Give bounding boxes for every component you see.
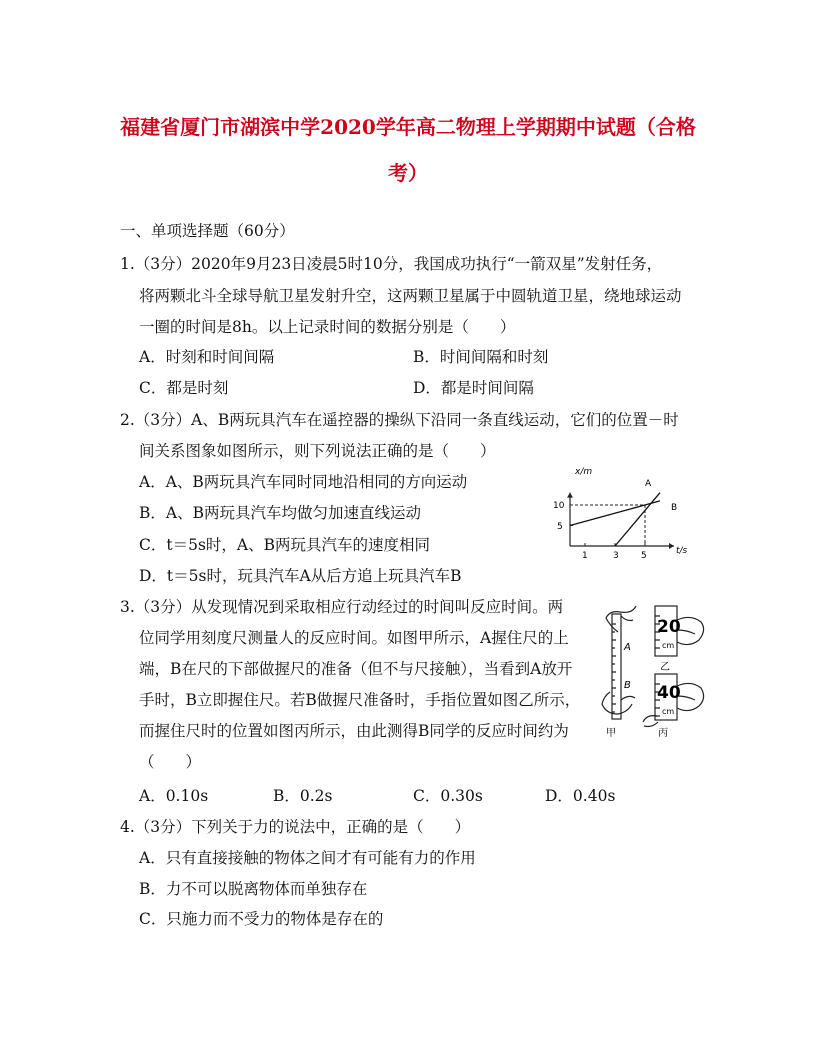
page-title bbox=[100, 104, 716, 196]
q4-option-b: B．力不可以脱离物体而单独存在 bbox=[139, 880, 368, 898]
q3-line-5: 而握住尺时的位置如图丙所示，由此测得B同学的反应时间约为 bbox=[139, 722, 569, 740]
q3-line-1: 3.（3分）从发现情况到采取相应行动经过的时间叫反应时间。两 bbox=[120, 598, 564, 616]
q2-option-a: A．A、B两玩具汽车同时同地沿相同的方向运动 bbox=[139, 473, 468, 491]
q3-line-6: （ ） bbox=[139, 753, 202, 771]
position-time-graph bbox=[545, 462, 695, 562]
figure-label-yi: 乙 bbox=[660, 662, 670, 673]
figure-unit-upper: cm bbox=[662, 641, 675, 650]
figure-unit-lower: cm bbox=[662, 707, 675, 716]
q2-line-1: 2.（3分）A、B两玩具汽车在遥控器的操纵下沿同一条直线运动，它们的位置－时 bbox=[120, 411, 679, 429]
section-heading: 一、单项选择题（60分） bbox=[120, 222, 295, 240]
q1-line-1: 1.（3分）2020年9月23日凌晨5时10分，我国成功执行“一箭双星”发射任务， bbox=[120, 255, 663, 273]
graph-x-arrow bbox=[669, 543, 674, 549]
q2-option-d: D．t＝5s时，玩具汽车A从后方追上玩具汽车B bbox=[139, 567, 462, 585]
q1-option-d: D．都是时间间隔 bbox=[413, 379, 534, 397]
q3-option-d: D．0.40s bbox=[545, 787, 616, 805]
graph-y-tick-10: 10 bbox=[553, 501, 565, 511]
graph-x-tick-1: 1 bbox=[582, 551, 588, 561]
graph-x-tick-3: 3 bbox=[613, 551, 619, 561]
q1-option-c: C．都是时刻 bbox=[139, 379, 229, 397]
q3-line-4: 手时，B立即握住尺。若B做握尺准备时，手指位置如图乙所示， bbox=[139, 691, 581, 709]
graph-y-axis-label: x/m bbox=[575, 467, 593, 477]
q3-line-3: 端，B在尺的下部做握尺的准备（但不与尺接触），当看到A放开 bbox=[139, 660, 573, 678]
graph-x-tick-5: 5 bbox=[641, 551, 647, 561]
graph-y-tick-5: 5 bbox=[557, 522, 563, 532]
graph-line-a-label: A bbox=[645, 479, 652, 489]
q3-option-c: C．0.30s bbox=[413, 787, 483, 805]
figure-jia bbox=[602, 606, 636, 719]
figure-label-bing: 丙 bbox=[658, 728, 668, 739]
graph-line-b-label: B bbox=[671, 503, 678, 513]
q3-option-b: B．0.2s bbox=[273, 787, 333, 805]
figure-number-20: 20 bbox=[657, 617, 681, 637]
q4-option-a: A．只有直接接触的物体之间才有可能有力的作用 bbox=[139, 849, 476, 867]
q4-option-c: C．只施力而不受力的物体是存在的 bbox=[139, 910, 384, 928]
q1-line-3: 一圈的时间是8h。以上记录时间的数据分别是（ ） bbox=[139, 318, 516, 336]
graph-line-a bbox=[615, 493, 660, 546]
q2-line-2: 间关系图象如图所示，则下列说法正确的是（ ） bbox=[139, 442, 496, 460]
q4-line-1: 4.（3分）下列关于力的说法中，正确的是（ ） bbox=[120, 818, 471, 836]
q1-line-2: 将两颗北斗全球导航卫星发射升空，这两颗卫星属于中圆轨道卫星，绕地球运动 bbox=[139, 287, 682, 305]
figure-label-jia: 甲 bbox=[606, 728, 616, 739]
graph-plot bbox=[567, 493, 674, 549]
q3-line-2: 位同学用刻度尺测量人的反应时间。如图甲所示，A握住尺的上 bbox=[139, 629, 569, 647]
graph-y-arrow bbox=[567, 493, 573, 498]
graph-x-axis-label: t/s bbox=[676, 546, 688, 556]
figure-label-a: A bbox=[624, 642, 631, 653]
q2-option-c: C．t＝5s时，A、B两玩具汽车的速度相同 bbox=[139, 536, 430, 554]
q1-option-a: A．时刻和时间间隔 bbox=[139, 348, 275, 366]
q3-option-a: A．0.10s bbox=[139, 787, 209, 805]
q1-option-b: B．时间间隔和时刻 bbox=[413, 348, 549, 366]
ruler-reaction-figure bbox=[598, 602, 710, 742]
title-line-1: 福建省厦门市湖滨中学2020学年高二物理上学期期中试题（合格 bbox=[120, 115, 696, 139]
figure-number-40: 40 bbox=[657, 683, 681, 703]
q2-option-b: B．A、B两玩具汽车均做匀加速直线运动 bbox=[139, 504, 421, 522]
figure-label-b: B bbox=[624, 680, 631, 691]
title-line-2: 考） bbox=[388, 161, 428, 185]
